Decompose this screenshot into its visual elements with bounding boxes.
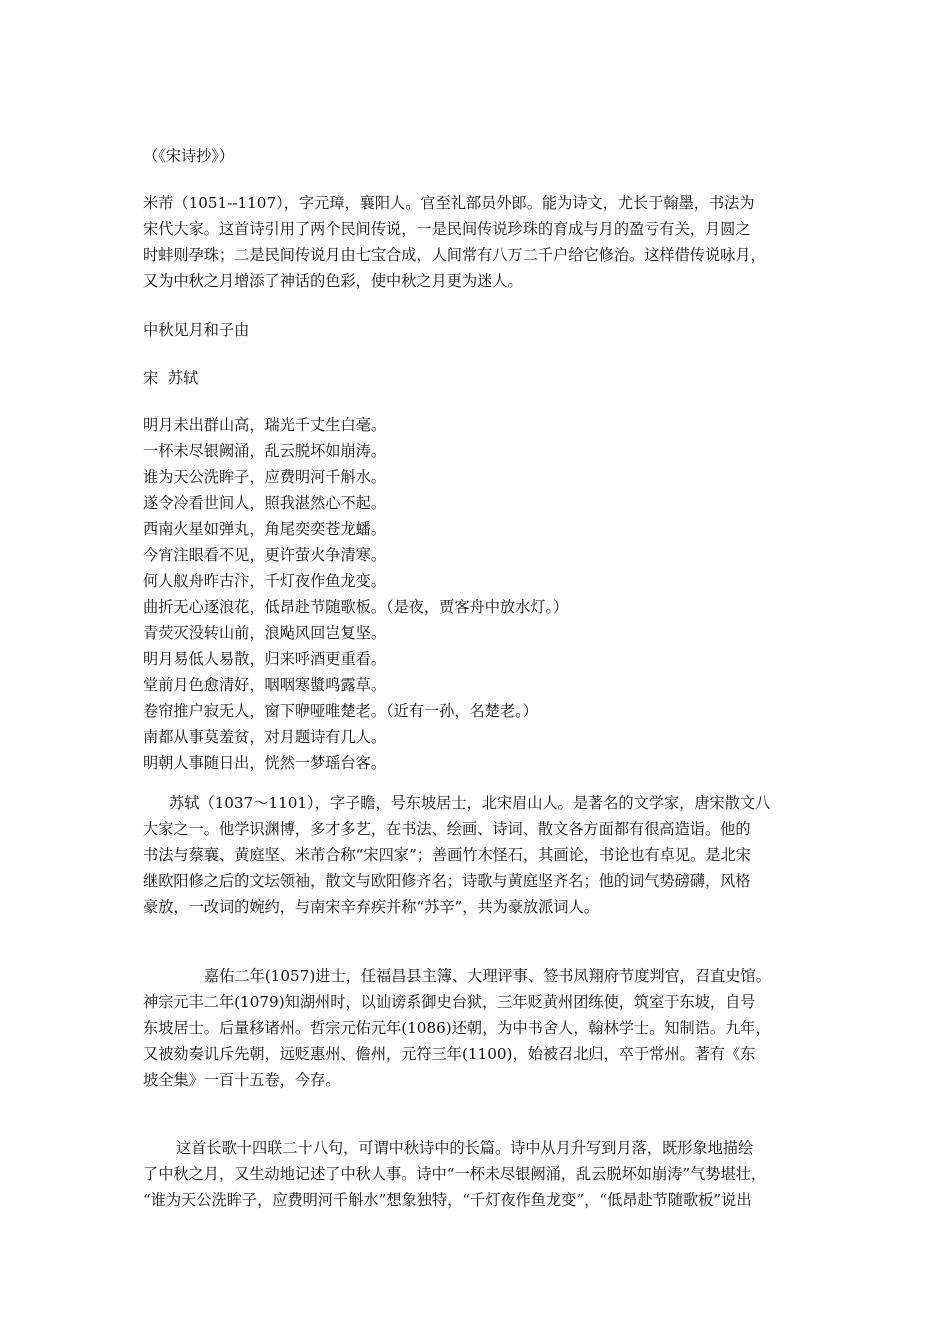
poem-line: 曲折无心逐浪花，低昂赴节随歌板。（是夜，贾客舟中放水灯。）: [143, 598, 569, 616]
poem-line: 青荧灭没转山前，浪飐风回岂复坚。: [143, 624, 386, 642]
commentary-paragraph: [143, 1135, 813, 1213]
text-line: 了中秋之月，又生动地记述了中秋人事。诗中“一杯未尽银阙涌，乱云脱坏如崩涛”气势堪壮，: [143, 1165, 767, 1183]
text-line: 宋代大家。这首诗引用了两个民间传说，一是民间传说珍珠的育成与月的盈亏有关，月圆之: [143, 220, 751, 238]
text-line: 神宗元丰二年(1079)知湖州时，以讪谤系御史台狱，三年贬黄州团练使，筑室于东坡，自号: [143, 993, 756, 1011]
poem-line: 卷帘推户寂无人，窗下咿哑唯楚老。（近有一孙，名楚老。）: [143, 702, 538, 720]
poem-author-text: 宋 苏轼: [143, 369, 199, 387]
source-note: [143, 143, 813, 169]
text-line: 这首长歌十四联二十八句，可谓中秋诗中的长篇。诗中从月升写到月落，既形象地描绘: [176, 1139, 754, 1157]
text-line: 苏轼（1037～1101），字子瞻，号东坡居士，北宋眉山人。是著名的文学家，唐宋散文八: [169, 794, 771, 812]
text-line: 继欧阳修之后的文坛领袖，散文与欧阳修齐名；诗歌与黄庭坚齐名；他的词气势磅礴，风格: [143, 872, 751, 890]
text-line: 坡全集》一百十五卷，今存。: [143, 1071, 341, 1089]
poem-line: 明月易低人易散，归来呼酒更重看。: [143, 650, 386, 668]
text-line: 嘉佑二年(1057)进士，任福昌县主簿、大理评事、签书凤翔府节度判官，召直史馆。: [204, 967, 771, 985]
poem-title-text: 中秋见月和子由: [143, 321, 250, 339]
poem-line: 一杯未尽银阙涌，乱云脱坏如崩涛。: [143, 442, 386, 460]
career-paragraph: [143, 963, 813, 1093]
text-line: 豪放，一改词的婉约，与南宋辛弃疾并称“苏辛”，共为豪放派词人。: [143, 898, 599, 916]
text-line: 米芾（1051--1107），字元璋，襄阳人。官至礼部员外郎。能为诗文，尤长于翰墨，书法为: [143, 194, 755, 212]
poem-line: 堂前月色愈清好，咽咽寒螿鸣露草。: [143, 676, 386, 694]
poem-line: 何人舣舟昨古汴，千灯夜作鱼龙变。: [143, 572, 386, 590]
poem-line: 明朝人事随日出，恍然一梦瑶台客。: [143, 754, 386, 772]
text-line: 东坡居士。后量移诸州。哲宗元佑元年(1086)还朝，为中书舍人，翰林学士。知制诰。九年，: [143, 1019, 771, 1037]
mi-fu-biography: [143, 190, 813, 294]
poem-body: [143, 412, 813, 776]
poem-line: 遂令冷看世间人，照我湛然心不起。: [143, 494, 386, 512]
poem-line: 谁为天公洗眸子，应费明河千斛水。: [143, 468, 386, 486]
poem-line: 明月未出群山高，瑞光千丈生白毫。: [143, 416, 386, 434]
su-shi-biography: [143, 790, 813, 920]
text-line: 又为中秋之月增添了神话的色彩，使中秋之月更为迷人。: [143, 272, 523, 290]
poem-line: 今宵注眼看不见，更许萤火争清寒。: [143, 546, 386, 564]
source-note-text: （《宋诗抄》）: [143, 147, 235, 165]
text-line: 大家之一。他学识渊博，多才多艺，在书法、绘画、诗词、散文各方面都有很高造诣。他的: [143, 820, 751, 838]
text-line: 书法与蔡襄、黄庭坚、米芾合称“宋四家”；善画竹木怪石，其画论，书论也有卓见。是北宋: [143, 846, 751, 864]
poem-author: [143, 365, 813, 391]
text-line: 又被劾奏讥斥先朝，远贬惠州、儋州，元符三年(1100)，始被召北归，卒于常州。著有《东: [143, 1045, 756, 1063]
poem-line: 西南火星如弹丸，角尾奕奕苍龙蟠。: [143, 520, 386, 538]
text-line: “谁为天公洗眸子，应费明河千斛水”想象独特，“千灯夜作鱼龙变”，“低昂赴节随歌板”说出: [143, 1191, 752, 1209]
poem-title: [143, 317, 813, 343]
poem-line: 南都从事莫羞贫，对月题诗有几人。: [143, 728, 386, 746]
text-line: 时蚌则孕珠；二是民间传说月由七宝合成，人间常有八万二千户给它修治。这样借传说咏月，: [143, 246, 766, 264]
